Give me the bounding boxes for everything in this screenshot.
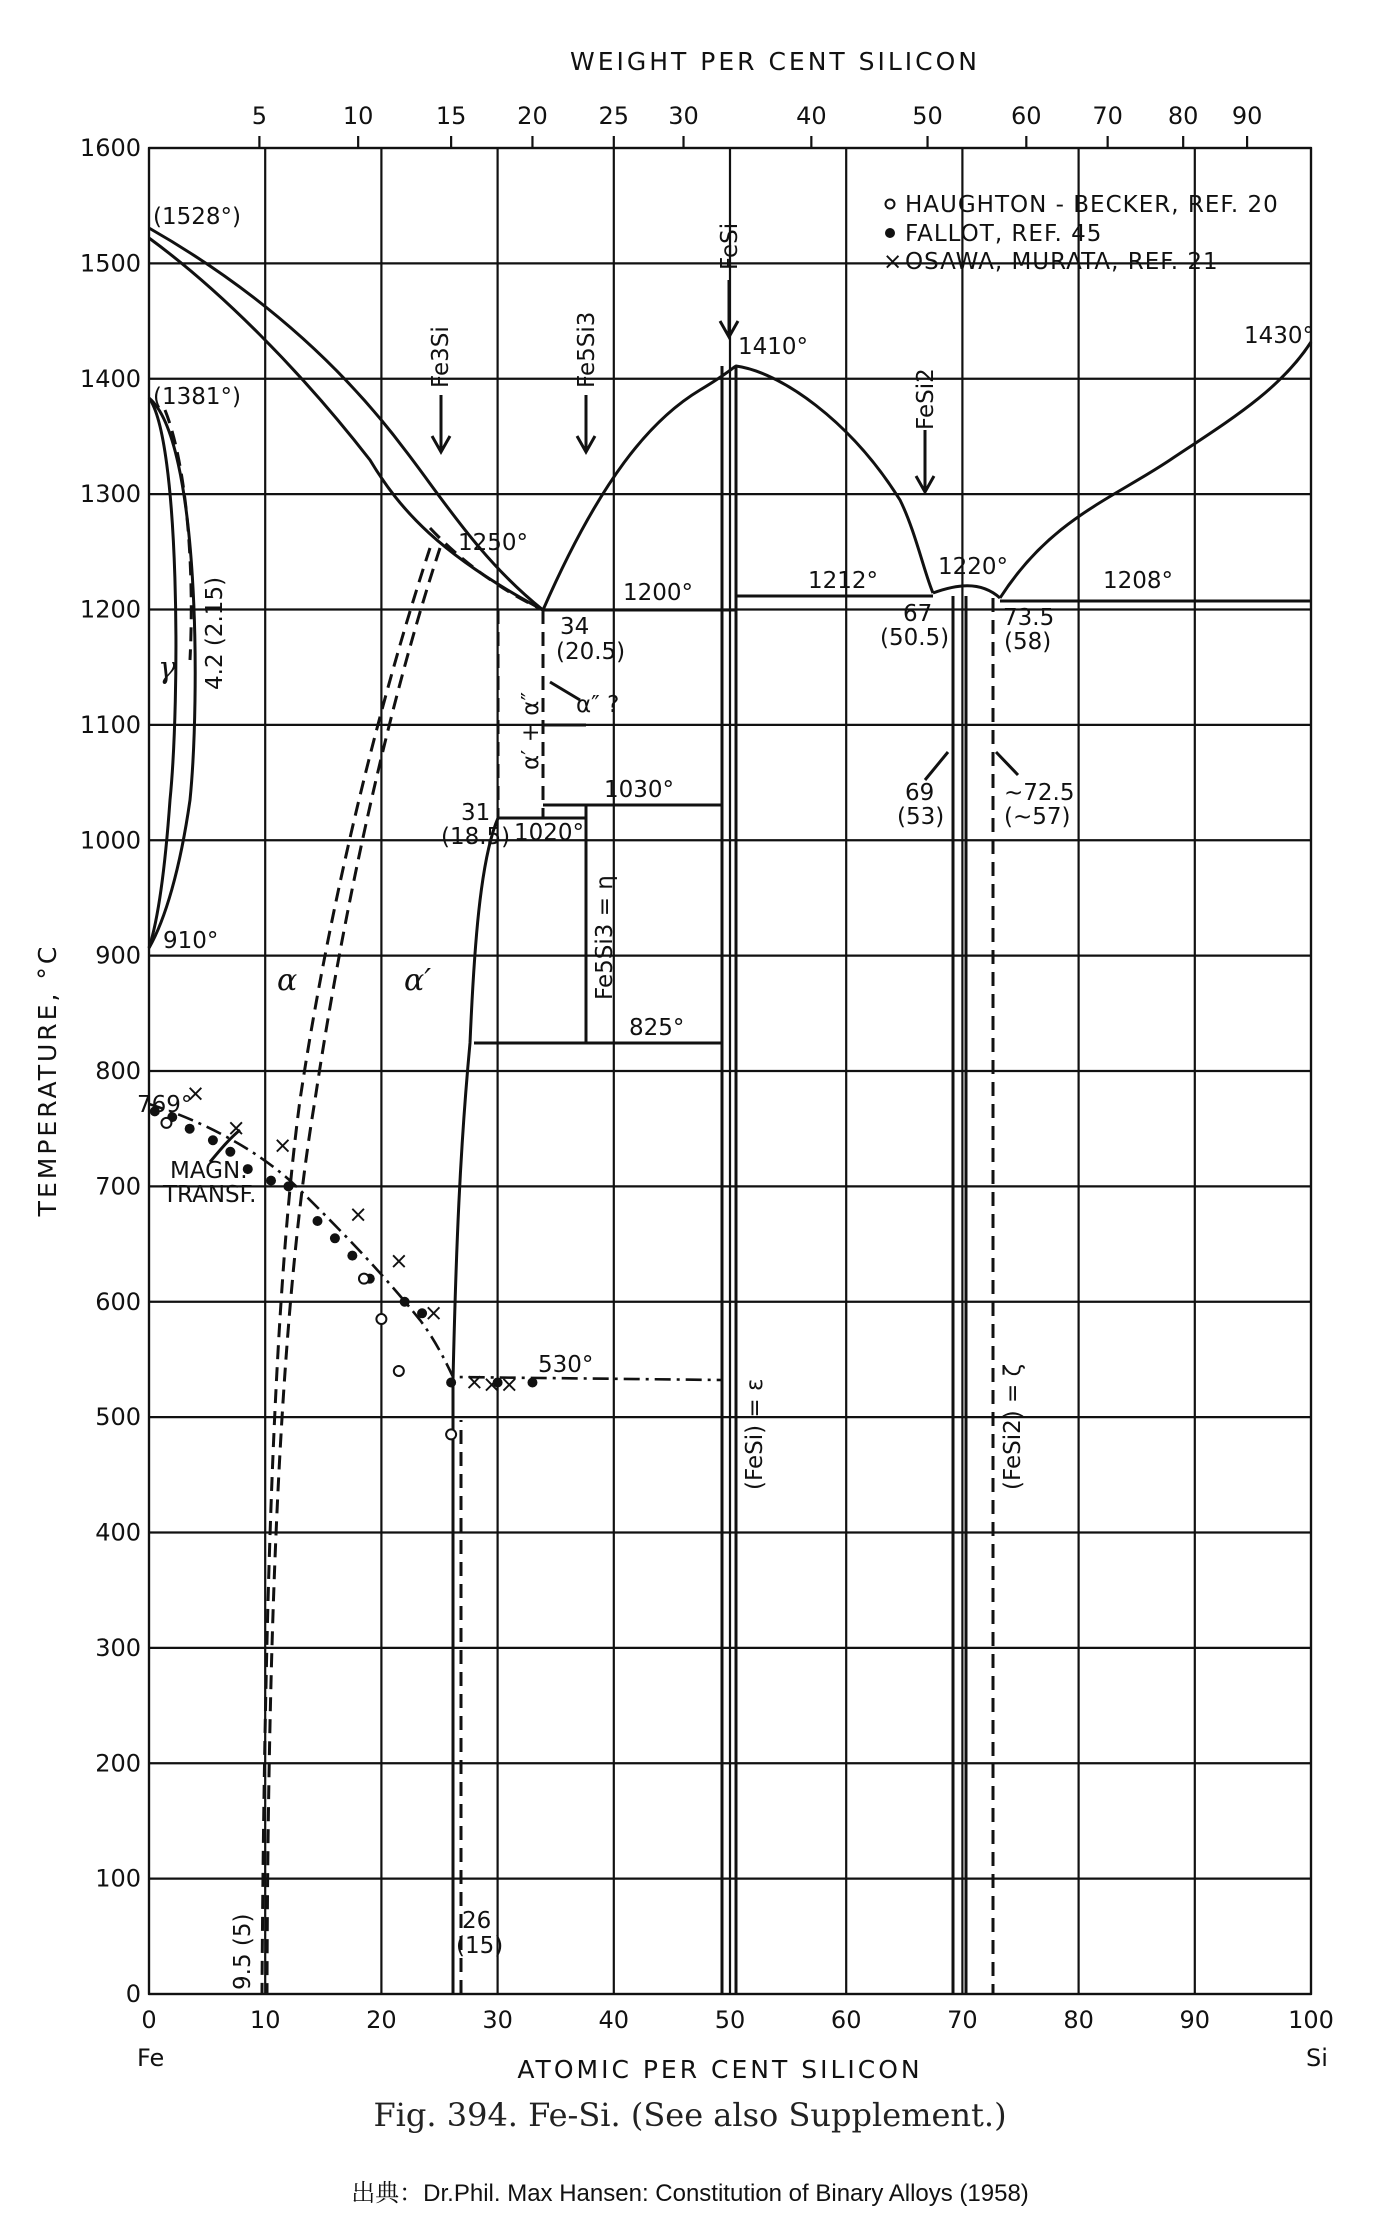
top-axis-ticks <box>252 102 1263 148</box>
label-769: 769° <box>137 1092 193 1118</box>
bottom-tick-label: 90 <box>1179 2006 1211 2034</box>
label-53: (53) <box>897 804 945 830</box>
haughton-point <box>161 1118 171 1128</box>
label-69: 69 <box>905 780 935 806</box>
top-tick-label: 70 <box>1092 102 1123 130</box>
top-tick-label: 80 <box>1167 102 1199 130</box>
label-15: (15) <box>456 1933 504 1959</box>
top-tick-label: 90 <box>1231 102 1263 130</box>
left-tick-label: 700 <box>95 1172 141 1201</box>
left-tick-label: 1500 <box>79 249 141 278</box>
legend-marker-dot <box>885 228 895 238</box>
source-note: 出典：Dr.Phil. Max Hansen: Constitution of Binary Alloys (1958) <box>351 2180 1029 2207</box>
label-1430: 1430° <box>1244 323 1315 349</box>
top-tick-label: 60 <box>1011 102 1042 130</box>
label-fesi: FeSi <box>717 222 743 270</box>
left-tick-label: 400 <box>95 1518 141 1547</box>
fallot-point <box>347 1251 357 1261</box>
left-axis-ticks <box>80 134 141 2008</box>
label-fesi2-zeta: (FeSi2) = ζ <box>1000 1363 1026 1490</box>
fallot-point <box>527 1378 537 1388</box>
fallot-point <box>185 1124 195 1134</box>
left-tick-label: 1600 <box>79 134 141 162</box>
bottom-tick-label: 10 <box>249 2006 281 2034</box>
bottom-tick-label: 70 <box>947 2006 978 2034</box>
legend-marker-cross: × <box>883 249 904 275</box>
top-tick-label: 50 <box>912 102 943 130</box>
label-20-5: (20.5) <box>556 639 626 665</box>
si-element-label: Si <box>1306 2044 1328 2072</box>
label-alpha-mix: α′ + α″ <box>518 691 544 770</box>
arrow-fesi2 <box>916 430 934 492</box>
bottom-tick-label: 0 <box>141 2006 157 2034</box>
figure-caption: Fig. 394. Fe-Si. (See also Supplement.) <box>373 2096 1007 2134</box>
osawa-point: × <box>482 1371 502 1398</box>
label-67: 67 <box>903 601 933 627</box>
fe-element-label: Fe <box>137 2044 165 2072</box>
legend-item-2: FALLOT, REF. 45 <box>905 221 1103 247</box>
label-gamma: γ <box>158 651 176 686</box>
label-31: 31 <box>461 800 491 826</box>
fallot-point <box>312 1216 322 1226</box>
fallot-point <box>225 1147 235 1157</box>
data-points <box>150 1081 538 1439</box>
label-fe5si3: Fe5Si3 <box>574 311 600 388</box>
label-1381: (1381°) <box>153 384 241 410</box>
top-tick-label: 30 <box>668 102 699 130</box>
label-fe3si: Fe3Si <box>428 326 454 388</box>
fallot-point <box>400 1297 410 1307</box>
label-26: 26 <box>462 1908 492 1934</box>
left-tick-label: 300 <box>95 1633 141 1662</box>
bottom-tick-label: 100 <box>1288 2006 1334 2034</box>
left-tick-label: 1000 <box>79 826 141 855</box>
label-1030: 1030° <box>604 777 675 803</box>
label-magn: MAGN. <box>170 1158 248 1184</box>
left-tick-label: 1200 <box>79 595 141 624</box>
label-1020: 1020° <box>514 820 585 846</box>
top-tick-label: 15 <box>435 102 467 130</box>
label-1212: 1212° <box>808 568 879 594</box>
label-530: 530° <box>538 1352 594 1378</box>
legend-item-3: OSAWA, MURATA, REF. 21 <box>905 249 1219 275</box>
haughton-point <box>376 1314 386 1324</box>
left-tick-label: 0 <box>125 1980 141 2008</box>
top-tick-label: 25 <box>598 102 630 130</box>
fallot-point <box>266 1176 276 1186</box>
bottom-tick-label: 50 <box>714 2006 746 2034</box>
label-910: 910° <box>163 928 219 954</box>
osawa-point: × <box>185 1081 206 1108</box>
bottom-tick-label: 30 <box>482 2006 513 2034</box>
top-tick-label: 5 <box>251 102 268 130</box>
label-9-5: 9.5 (5) <box>230 1913 256 1990</box>
top-axis-title: WEIGHT PER CENT SILICON <box>569 47 981 76</box>
fallot-point <box>446 1378 456 1388</box>
label-57: (~57) <box>1004 804 1071 830</box>
label-fesi2: FeSi2 <box>913 368 939 430</box>
osawa-point: × <box>272 1132 293 1159</box>
left-tick-label: 200 <box>95 1749 141 1778</box>
label-transf: TRANSF. <box>163 1182 257 1208</box>
haughton-point <box>359 1274 369 1284</box>
label-alpha: α <box>277 963 298 998</box>
label-1220: 1220° <box>938 554 1009 580</box>
label-72-5: ~72.5 <box>1004 780 1075 806</box>
liquidus-si-side <box>1000 342 1311 598</box>
top-tick-label: 40 <box>796 102 827 130</box>
osawa-point: × <box>226 1115 246 1142</box>
label-1410: 1410° <box>738 334 809 360</box>
label-58: (58) <box>1004 629 1052 655</box>
label-1250: 1250° <box>458 530 529 556</box>
label-1208: 1208° <box>1103 568 1174 594</box>
label-18-5: (18.5) <box>441 824 511 850</box>
label-4-2: 4.2 (2.15) <box>202 576 228 690</box>
ordering-boundary-2 <box>267 548 440 1994</box>
bottom-tick-label: 80 <box>1063 2006 1094 2034</box>
legend-marker-circle <box>886 200 895 209</box>
bottom-axis-ticks <box>141 2006 1334 2034</box>
fallot-point <box>208 1135 218 1145</box>
left-tick-label: 800 <box>95 1057 141 1085</box>
osawa-point: × <box>464 1369 485 1396</box>
top-tick-label: 10 <box>342 102 374 130</box>
bottom-axis-title: ATOMIC PER CENT SILICON <box>517 2055 923 2084</box>
label-1200: 1200° <box>623 580 694 606</box>
bottom-tick-label: 60 <box>830 2006 862 2034</box>
osawa-point: × <box>389 1248 409 1275</box>
haughton-point <box>446 1429 456 1439</box>
fallot-point <box>330 1233 340 1243</box>
label-alpha-prime: α′ <box>404 963 432 998</box>
left-tick-label: 1400 <box>79 364 141 393</box>
arrow-69 <box>925 752 948 780</box>
label-fesi-eps: (FeSi) = ε <box>742 1378 768 1490</box>
arrow-72 <box>996 752 1018 775</box>
left-tick-label: 100 <box>95 1864 141 1893</box>
label-825: 825° <box>629 1015 685 1041</box>
arrow-fesi <box>720 280 738 337</box>
bottom-tick-label: 40 <box>598 2006 630 2034</box>
left-axis-title: TEMPERATURE, °C <box>33 943 62 1217</box>
arrow-fe3si <box>432 395 450 452</box>
label-fe5si3-eta: Fe5Si3 = η <box>592 875 618 1000</box>
arrow-fe5si3 <box>577 395 595 452</box>
magnetic-transformation <box>149 1104 722 1380</box>
diagram-grid <box>149 148 1311 1994</box>
left-tick-label: 900 <box>95 941 141 970</box>
label-50-5: (50.5) <box>880 625 950 651</box>
top-tick-label: 20 <box>517 102 548 130</box>
osawa-point: × <box>499 1371 519 1398</box>
left-tick-label: 600 <box>95 1287 141 1316</box>
left-tick-label: 1300 <box>79 480 141 509</box>
label-alpha-pp: α″ ? <box>576 692 620 718</box>
left-tick-label: 500 <box>95 1403 141 1432</box>
label-34: 34 <box>560 614 590 640</box>
gamma-loop-dashed <box>165 410 191 660</box>
bottom-tick-label: 20 <box>366 2006 397 2034</box>
label-1528: (1528°) <box>153 204 241 230</box>
fallot-point <box>283 1181 293 1191</box>
osawa-point: × <box>424 1300 444 1327</box>
haughton-point <box>394 1366 404 1376</box>
diagram-labels <box>137 204 1314 1990</box>
osawa-point: × <box>348 1202 368 1229</box>
label-73-5: 73.5 <box>1003 605 1055 631</box>
legend-item-1: HAUGHTON - BECKER, REF. 20 <box>905 192 1279 218</box>
left-tick-label: 1100 <box>79 710 141 739</box>
